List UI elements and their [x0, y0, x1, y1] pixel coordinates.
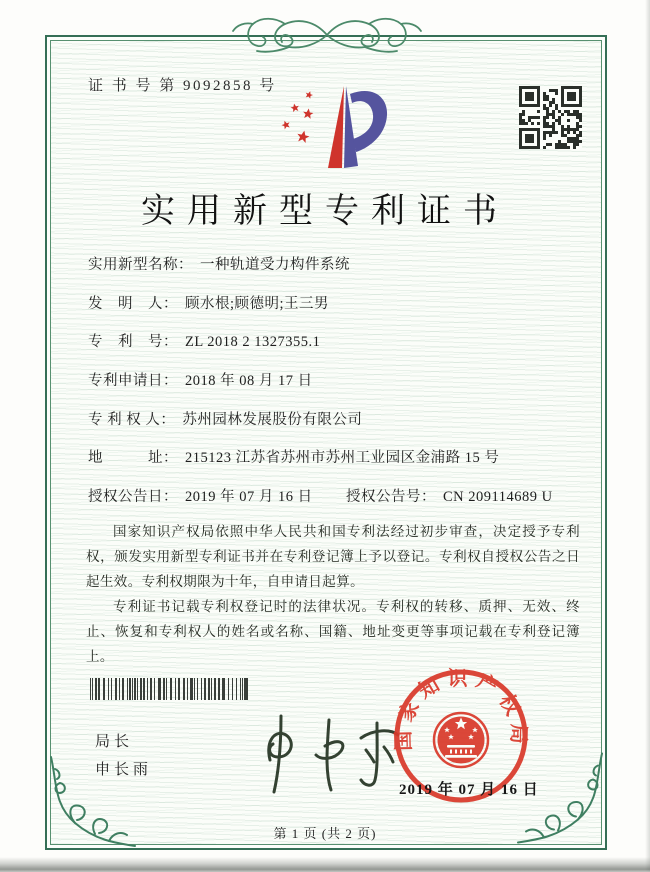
field-value: 2018 年 08 月 17 日 — [185, 373, 313, 389]
field-value: CN 209114689 U — [443, 489, 553, 505]
certificate-number: 证 书 号 第 9092858 号 — [88, 78, 277, 94]
field-row-patent-number — [88, 330, 598, 351]
scan-edge-bottom — [0, 857, 650, 872]
legal-text — [86, 519, 580, 669]
field-label: 专 利 权 人： — [88, 412, 176, 428]
field-label: 专利申请日： — [88, 373, 178, 389]
seal-date: 2019 年 07 月 16 日 — [399, 782, 539, 798]
field-value: 215123 江苏省苏州市苏州工业园区金浦路 15 号 — [185, 450, 500, 466]
field-value: ZL 2018 2 1327355.1 — [185, 334, 321, 350]
field-row-address — [88, 446, 598, 467]
top-scroll-ornament-icon — [227, 13, 427, 57]
field-label: 地 址： — [88, 450, 178, 466]
officer-title: 局长 — [95, 734, 134, 750]
field-value: 2019 年 07 月 16 日 — [185, 489, 313, 505]
field-value: 一种轨道受力构件系统 — [200, 257, 350, 273]
qr-code — [519, 86, 582, 149]
field-row-name — [88, 253, 598, 274]
field-value: 苏州园林发展股份有限公司 — [182, 412, 363, 428]
field-label: 实用新型名称： — [88, 257, 193, 273]
field-value: 顾水根;顾德明;王三男 — [185, 296, 330, 312]
officer-name: 申长雨 — [95, 762, 153, 778]
field-grant-number — [346, 485, 553, 506]
field-row-grant-date — [88, 485, 598, 506]
legal-paragraph-1: 国家知识产权局依照中华人民共和国专利法经过初步审查，决定授予专利权，颁发实用新型专利证书并在专利登记簿上予以登记。专利权自授权公告之日起生效。专利权期限为十年，自申请日起算。 — [86, 524, 580, 589]
field-label: 授权公告日： — [88, 489, 178, 505]
certificate-title: 实用新型专利证书 — [141, 193, 509, 230]
field-row-patentee — [88, 408, 598, 429]
scan-edge-right — [645, 0, 650, 872]
field-row-inventors — [88, 292, 598, 313]
barcode — [90, 678, 250, 700]
field-label: 专 利 号： — [88, 334, 178, 350]
field-row-filing-date — [88, 369, 598, 390]
page-number: 第 1 页 (共 2 页) — [273, 826, 377, 841]
director-signature-icon — [245, 700, 410, 800]
legal-paragraph-2: 专利证书记载专利权登记时的法律状况。专利权的转移、质押、无效、终止、恢复和专利权人的姓名或名称、国籍、地址变更等事项记载在专利登记簿上。 — [86, 599, 580, 664]
cnipa-patent-logo-icon — [272, 82, 404, 172]
seal-agency-text: 国家知识产权局 — [392, 667, 530, 751]
field-label: 发 明 人： — [88, 296, 178, 312]
field-label: 授权公告号： — [346, 489, 436, 505]
